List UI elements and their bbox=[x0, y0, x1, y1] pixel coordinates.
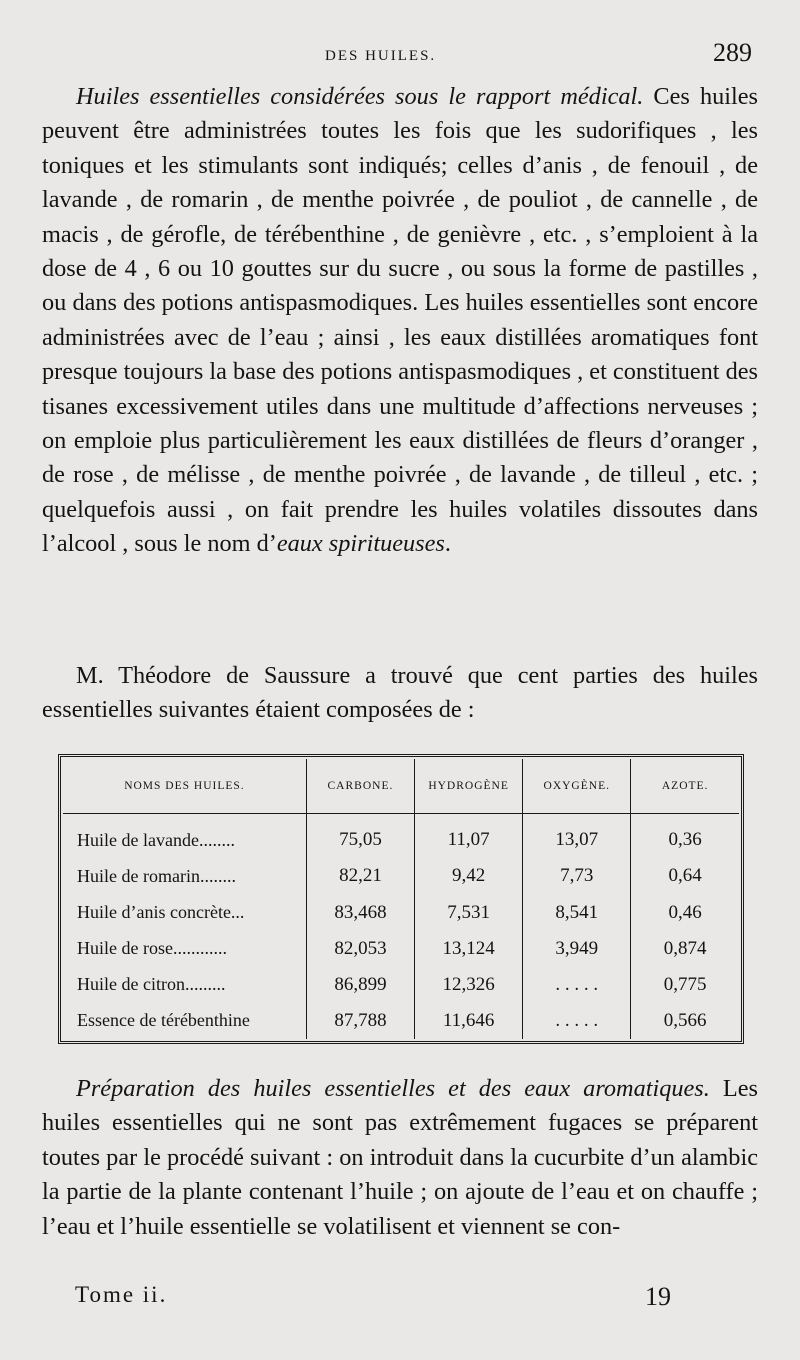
carbone-value: 86,899 bbox=[306, 967, 414, 1003]
carbone-value: 82,21 bbox=[306, 858, 414, 894]
oxygene-value: 13,07 bbox=[523, 814, 631, 859]
paragraph-medical-text: Ces huiles peuvent être administrées toutes les fois que les sudorifiques , les toniques et les stimulants sont indiqués; celles d’anis , de fenouil , de lavande , de romarin , de menthe poivrée , de pouliot , de cannelle , de macis , de gérofle, de térébenthine , de genièvre , etc. , s’emploient à la dose de 4 , 6 ou 10 gouttes sur du sucre , ou sous la forme de pastilles , ou dans des potions antispasmodiques. Les huiles essentielles sont encore administrées avec de l’eau ; ainsi , les eaux distillées aromatiques font presque toujours la base des potions antispasmodiques , et constituent des tisanes excessivement utiles dans une multitude d’affections nerveuses ; on emploie plus particulièrement les eaux distillées de fleurs d’oranger , de rose , de mélisse , de menthe poivrée , de lavande , de tilleul , etc. ; quelquefois aussi , on fait prendre les huiles volatiles dissoutes dans l’alcool , sous le nom d’ bbox=[42, 83, 758, 558]
volume-label: Tome ii. bbox=[75, 1282, 168, 1307]
column-header-azote: AZOTE. bbox=[631, 759, 739, 814]
table-header-row bbox=[63, 759, 739, 814]
oxygene-value: 7,73 bbox=[523, 858, 631, 894]
section-heading-medical: Huiles essentielles considérées sous le rapport médical. bbox=[76, 83, 644, 110]
column-header-carbone: CARBONE. bbox=[306, 759, 414, 814]
carbone-value: 82,053 bbox=[306, 931, 414, 967]
hydrogene-value: 12,326 bbox=[415, 967, 523, 1003]
oxygene-value: 3,949 bbox=[523, 931, 631, 967]
azote-value: 0,36 bbox=[668, 829, 702, 851]
hydrogene-value: 13,124 bbox=[415, 931, 523, 967]
azote-value: 0,874 bbox=[663, 937, 707, 959]
hydrogene-value: 11,646 bbox=[415, 1003, 523, 1039]
azote-value: 0,64 bbox=[668, 865, 702, 887]
table-row bbox=[63, 1003, 739, 1039]
azote-value: 0,566 bbox=[663, 1009, 707, 1031]
paragraph-preparation bbox=[42, 1072, 758, 1244]
oil-name: Huile d’anis concrète... bbox=[63, 895, 306, 931]
oil-name: Essence de térébenthine bbox=[63, 1003, 306, 1039]
italic-term: eaux spiritueuses bbox=[276, 530, 445, 558]
paragraph-preparation-text: Les huiles essentielles qui ne sont pas extrêmement fugaces se préparent toutes par le procédé suivant : on introduit dans la cucurbite d’un alambic la partie de la plante contenant l’huile ; on ajoute de l’eau et on chauffe ; l’eau et l’huile essentielle se volatilisent et viennent se con- bbox=[42, 1075, 759, 1240]
table-row bbox=[63, 814, 739, 859]
table-row bbox=[63, 967, 739, 1003]
paragraph-end: . bbox=[444, 530, 451, 558]
azote-value: 0,775 bbox=[663, 973, 707, 995]
oxygene-value: . . . . . bbox=[523, 1003, 631, 1039]
table-row bbox=[63, 895, 739, 931]
paragraph-medical-use bbox=[42, 80, 758, 562]
running-head bbox=[0, 38, 800, 72]
oil-name: Huile de rose............ bbox=[63, 931, 306, 967]
column-header-hydrogene: HYDROGÈNE bbox=[415, 759, 523, 814]
page-number: 289 bbox=[713, 38, 752, 67]
oxygene-value: . . . . . bbox=[523, 967, 631, 1003]
carbone-value: 83,468 bbox=[306, 895, 414, 931]
oil-name: Huile de romarin........ bbox=[63, 858, 306, 894]
table-row bbox=[63, 931, 739, 967]
oxygene-value: 8,541 bbox=[523, 895, 631, 931]
column-header-names: NOMS DES HUILES. bbox=[63, 759, 306, 814]
hydrogene-value: 9,42 bbox=[415, 858, 523, 894]
running-title: DES HUILES. bbox=[325, 48, 437, 64]
hydrogene-value: 7,531 bbox=[415, 895, 523, 931]
section-heading-preparation: Préparation des huiles essentielles et des eaux aromatiques. bbox=[76, 1075, 710, 1102]
oil-name: Huile de lavande........ bbox=[63, 814, 306, 859]
carbone-value: 75,05 bbox=[306, 814, 414, 859]
hydrogene-value: 11,07 bbox=[415, 814, 523, 859]
carbone-value: 87,788 bbox=[306, 1003, 414, 1039]
paragraph-saussure: M. Théodore de Saussure a trouvé que cent parties des huiles essentielles suivantes étaient composées de : bbox=[42, 662, 758, 724]
oil-name: Huile de citron......... bbox=[63, 967, 306, 1003]
composition-table bbox=[58, 754, 744, 1044]
column-header-oxygene: OXYGÈNE. bbox=[523, 759, 631, 814]
table-row bbox=[63, 858, 739, 894]
page-footer bbox=[0, 1282, 800, 1322]
azote-value: 0,46 bbox=[668, 901, 702, 923]
signature-mark: 19 bbox=[645, 1282, 671, 1311]
